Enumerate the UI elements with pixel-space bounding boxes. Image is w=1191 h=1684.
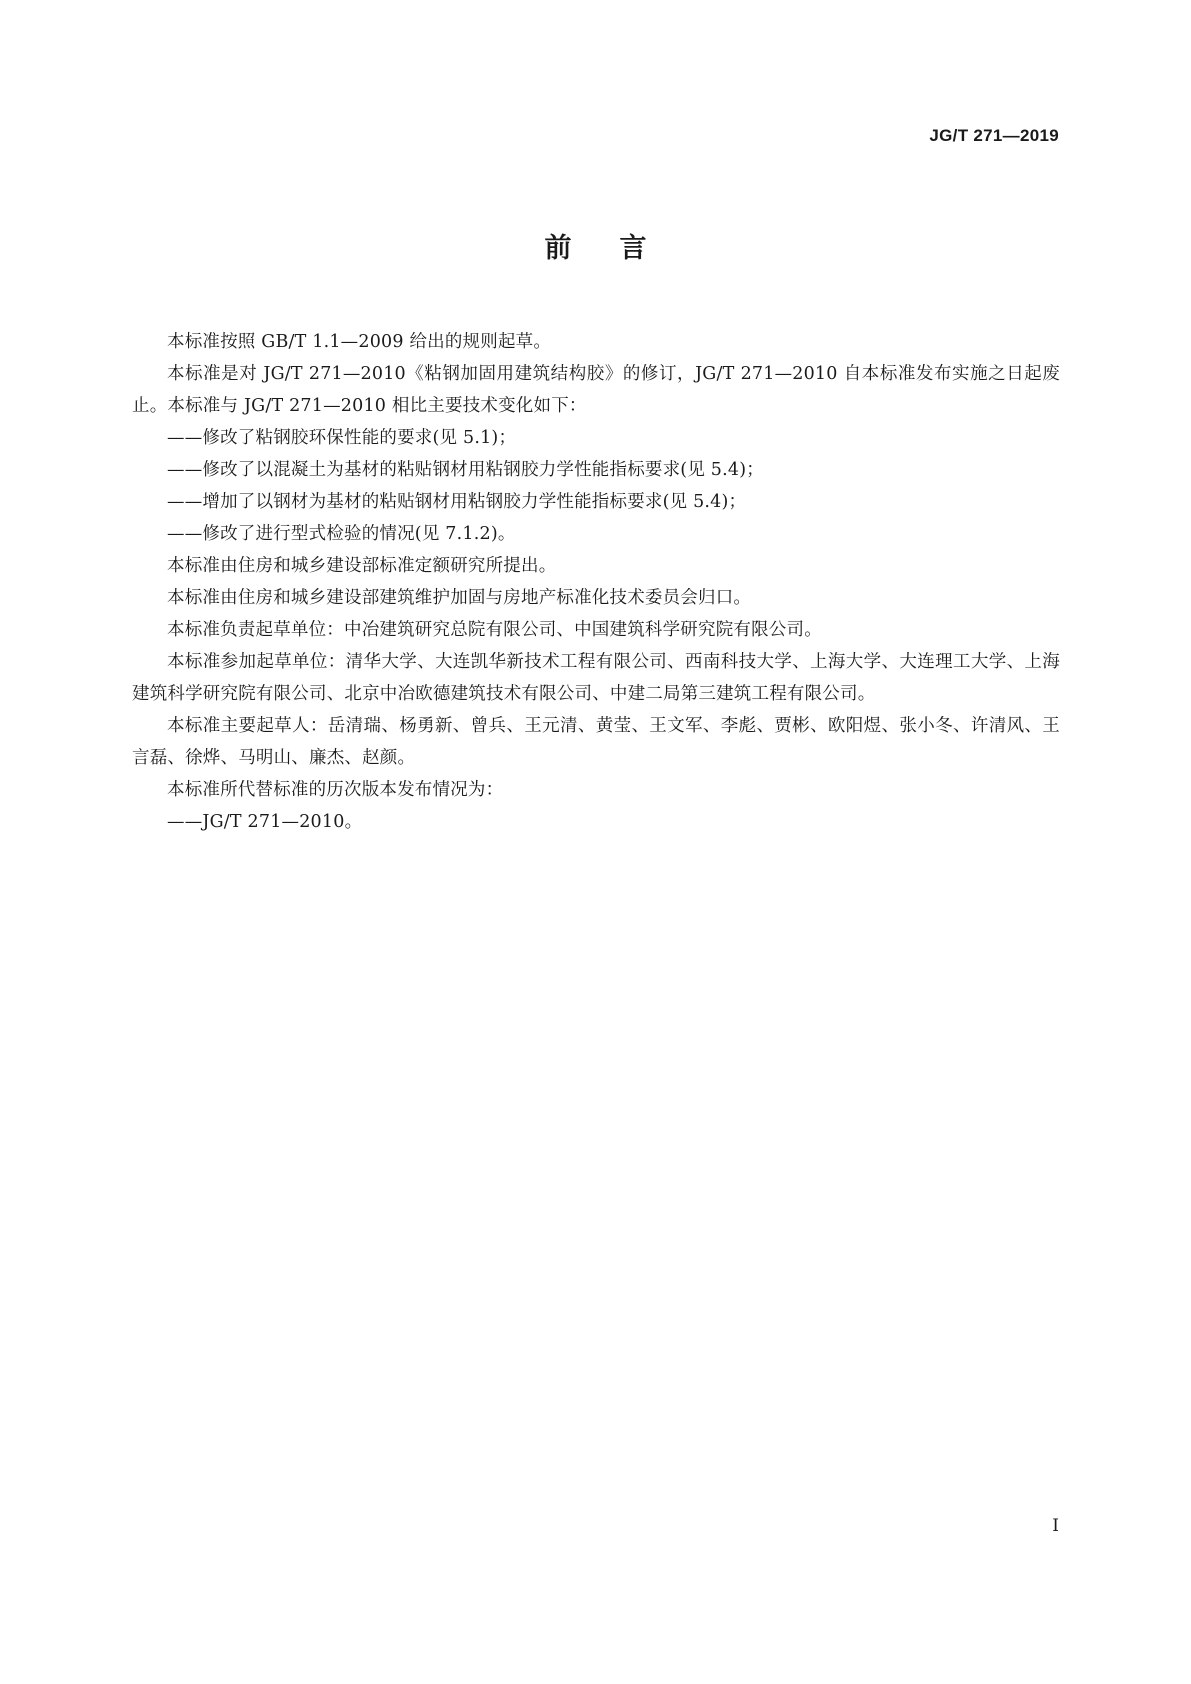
paragraph-participating-drafters: 本标准参加起草单位：清华大学、大连凯华新技术工程有限公司、西南科技大学、上海大学、大连理工大学、上海建筑科学研究院有限公司、北京中冶欧德建筑技术有限公司、中建二局第三建筑工程有限公司。 (132, 652, 1060, 704)
standard-code: JG/T 271—2019 (929, 126, 1059, 145)
page-number: I (1052, 1516, 1059, 1536)
paragraph-proposer: 本标准由住房和城乡建设部标准定额研究所提出。 (167, 556, 557, 576)
list-item-change-2: ——修改了以混凝土为基材的粘贴钢材用粘钢胶力学性能指标要求(见 5.4)； (167, 460, 764, 480)
paragraph-committee: 本标准由住房和城乡建设部建筑维护加固与房地产标准化技术委员会归口。 (167, 588, 752, 608)
foreword-body (132, 326, 1060, 838)
list-item-change-1: ——修改了粘钢胶环保性能的要求(见 5.1)； (167, 428, 517, 448)
list-item-change-4: ——修改了进行型式检验的情况(见 7.1.2)。 (167, 524, 516, 544)
paragraph-previous-editions: 本标准所代替标准的历次版本发布情况为： (167, 780, 504, 800)
page-title: 前言 (544, 233, 695, 264)
list-item-previous-edition: ——JG/T 271—2010。 (167, 812, 363, 832)
paragraph-revision-note: 本标准是对 JG/T 271—2010《粘钢加固用建筑结构胶》的修订，JG/T 271—2010 自本标准发布实施之日起废止。本标准与 JG/T 271—2010 相比主要技术变化如下： (132, 364, 1060, 416)
paragraph-main-drafters: 本标准主要起草人：岳清瑞、杨勇新、曾兵、王元清、黄莹、王文军、李彪、贾彬、欧阳煜、张小冬、许清风、王言磊、徐烨、马明山、廉杰、赵颜。 (132, 716, 1060, 768)
paragraph-lead-drafters: 本标准负责起草单位：中冶建筑研究总院有限公司、中国建筑科学研究院有限公司。 (167, 620, 822, 640)
paragraph-drafting-rules: 本标准按照 GB/T 1.1—2009 给出的规则起草。 (167, 332, 552, 352)
list-item-change-3: ——增加了以钢材为基材的粘贴钢材用粘钢胶力学性能指标要求(见 5.4)； (167, 492, 747, 512)
